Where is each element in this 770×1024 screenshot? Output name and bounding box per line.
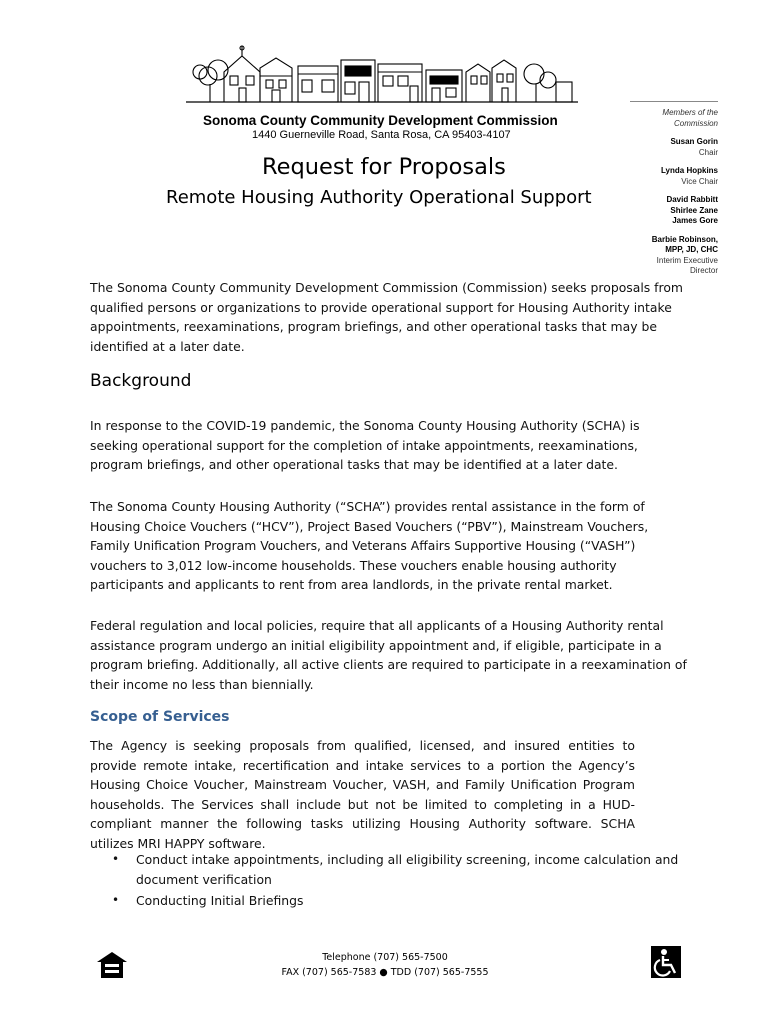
background-paragraph-3: Federal regulation and local policies, require that all applicants of a Housing Authority rental assistance program undergo an initial eligibility appointment and, if eligible, participate in a program briefing. Additionally, all active clients are required to participate in a reexamination of their income no less than biennially. [90,618,687,692]
member-name: Lynda Hopkins [660,166,718,175]
scope-heading: Scope of Services [90,709,230,725]
director-name-line2: MPP, JD, CHC [665,245,718,254]
townscape-logo [186,42,578,104]
director-role-line1: Interim Executive [656,255,718,265]
page-subtitle: Remote Housing Authority Operational Support [166,187,592,208]
member-role: Vice Chair [681,176,718,186]
director-name-line1: Barbie Robinson, [651,234,718,244]
wheelchair-accessible-icon [651,946,681,978]
members-caption-line1: Members of the [662,108,718,117]
member-name: James Gore [672,216,718,225]
footer-fax-tdd: FAX (707) 565-7583 ● TDD (707) 565-7555 [281,967,489,978]
background-paragraph-2: The Sonoma County Housing Authority (“SCHA”) provides rental assistance in the form of Housing Choice Vouchers (“HCV”), Project Based Vouchers (“PBV”), Mainstream Vouchers, Family Unification Program Vouchers, and Veterans Affairs Supportive Housing (“VASH”) vouchers to 3,012 low-income households. These vouchers enable housing authority participants and applicants to rent from area landlords, in the private rental market. [90,499,649,592]
intro-paragraph: The Sonoma County Community Development Commission (Commission) seeks proposals from qualified persons or organizations to provide operational support for Housing Authority intake appointments, reexaminations, program briefings, and other operational tasks that may be identified at a later date. [90,280,683,354]
bullet-text: Conduct intake appointments, including all eligibility screening, income calculation and document verification [136,852,679,887]
list-item [112,850,692,889]
member-role: Chair [698,147,718,157]
org-name: Sonoma County Community Development Commission [203,113,558,128]
divider [630,101,718,102]
member-name: Shirlee Zane [670,205,718,215]
member-name: David Rabbitt [666,195,718,204]
footer-telephone: Telephone (707) 565-7500 [322,952,448,963]
member-name: Susan Gorin [670,137,718,146]
list-item [112,891,692,911]
commission-members [630,101,718,277]
bullet-text: Conducting Initial Briefings [136,893,304,908]
org-address: 1440 Guerneville Road, Santa Rosa, CA 95403-4107 [252,129,511,141]
members-caption-line2: Commission [673,118,718,128]
bullet-glyph: • [112,852,120,866]
scope-bullet-list [112,850,692,911]
director-role-line2: Director [689,266,718,275]
background-paragraph-1: In response to the COVID-19 pandemic, the Sonoma County Housing Authority (SCHA) is seeking operational support for the completion of intake appointments, reexaminations, program briefings, and other operational tasks that may be identified at a later date. [90,418,640,472]
bullet-glyph: • [112,893,120,907]
page-title: Request for Proposals [262,154,506,180]
scope-paragraph: The Agency is seeking proposals from qualified, licensed, and insured entities to provide remote intake, recertification and intake services to a portion the Agency’s Housing Choice Voucher, Mainstream Voucher, VASH, and Family Unification Program households. The Services shall include but not be limited to completing in a HUD-compliant manner the following tasks utilizing Housing Authority software. SCHA utilizes MRI HAPPY software. [90,738,635,851]
background-heading: Background [90,371,192,391]
